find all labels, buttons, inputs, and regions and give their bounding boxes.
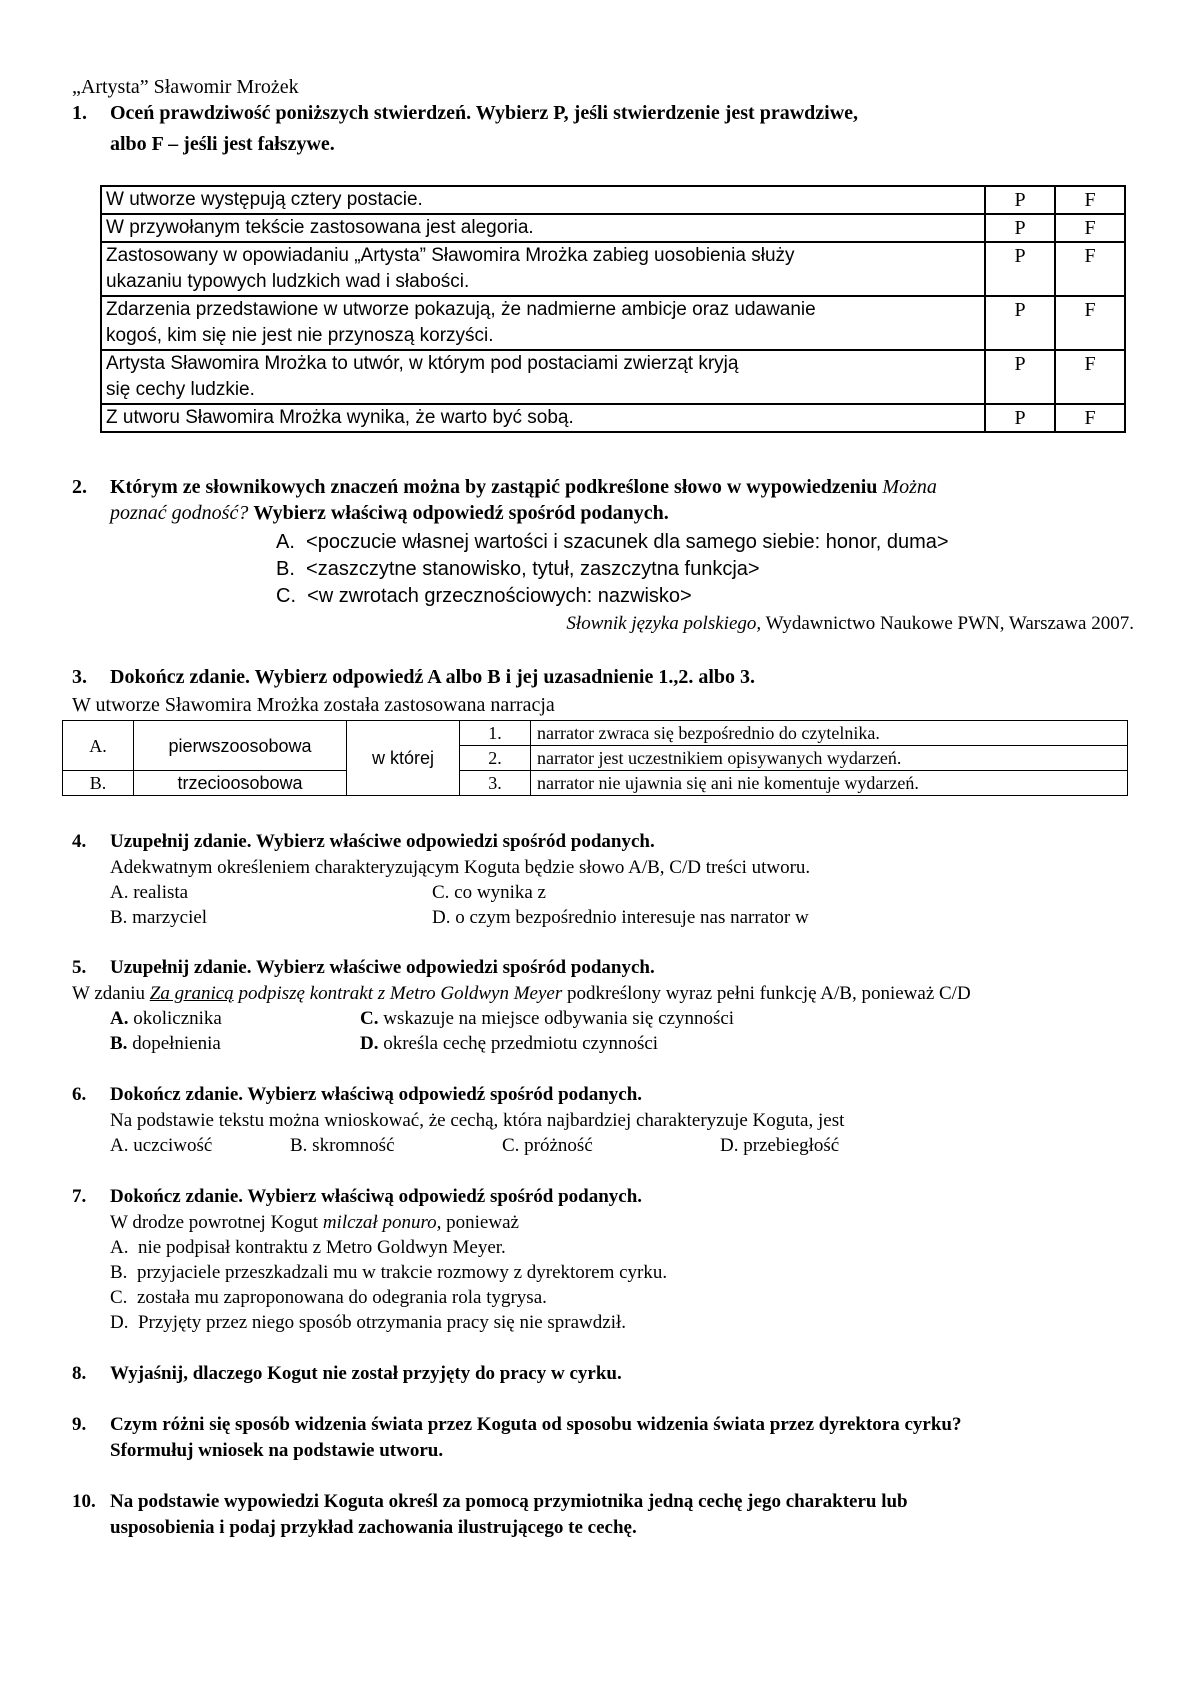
q2-instruction: Wybierz właściwą odpowiedź spośród podanych. bbox=[253, 502, 669, 524]
q3-sentence: W utworze Sławomira Mrożka została zastosowana narracja bbox=[72, 694, 555, 716]
option-label: A. bbox=[110, 1237, 129, 1258]
q3-middle: w której bbox=[347, 721, 460, 796]
option-p[interactable]: P bbox=[985, 404, 1055, 432]
statement-text: ukazaniu typowych ludzkich wad i słabości. bbox=[106, 271, 470, 292]
q7-option-b[interactable] bbox=[110, 1260, 667, 1285]
q5-instruction: Uzupełnij zdanie. Wybierz właściwe odpowiedzi spośród podanych. bbox=[110, 957, 655, 978]
q3-reason-text[interactable]: narrator zwraca się bezpośrednio do czytelnika. bbox=[531, 721, 1128, 746]
option-f[interactable]: F bbox=[1055, 296, 1125, 350]
q5-sentence-post: podkreślony wyraz pełni funkcję A/B, ponieważ C/D bbox=[567, 983, 971, 1004]
q7-option-a[interactable] bbox=[110, 1235, 506, 1260]
table-row bbox=[101, 404, 1125, 432]
q7-sentence-pre: W drodze powrotnej Kogut bbox=[110, 1212, 319, 1233]
q2-number: 2. bbox=[72, 476, 87, 498]
q2-source-rest: Wydawnictwo Naukowe PWN, Warszawa 2007. bbox=[765, 613, 1134, 634]
q2-quote-start: Można bbox=[882, 476, 937, 498]
q3-reason-num[interactable]: 1. bbox=[460, 721, 531, 746]
q6-option-c[interactable]: C. próżność bbox=[502, 1135, 593, 1156]
option-label: B. bbox=[110, 1033, 128, 1054]
q2-source bbox=[566, 611, 1134, 636]
q5-sentence-pre: W zdaniu bbox=[72, 983, 145, 1004]
option-text: nie podpisał kontraktu z Metro Goldwyn Meyer. bbox=[137, 1237, 506, 1258]
q7-option-c[interactable] bbox=[110, 1285, 547, 1310]
statement-text: W utworze występują cztery postacie. bbox=[106, 189, 423, 210]
q4-option-b[interactable]: B. marzyciel bbox=[110, 907, 208, 928]
q5-option-b[interactable] bbox=[110, 1031, 221, 1056]
table-row bbox=[63, 771, 1128, 796]
q3-reason-num[interactable]: 3. bbox=[460, 771, 531, 796]
q2-option-c[interactable] bbox=[276, 583, 692, 609]
q2-option-b[interactable] bbox=[276, 556, 760, 582]
q9-number: 9. bbox=[72, 1414, 87, 1435]
q6-instruction: Dokończ zdanie. Wybierz właściwą odpowiedź spośród podanych. bbox=[110, 1084, 643, 1105]
option-label: A. bbox=[276, 531, 295, 553]
q10-number: 10. bbox=[72, 1491, 96, 1512]
table-row bbox=[101, 242, 1125, 296]
q4-number: 4. bbox=[72, 831, 87, 852]
q5-option-d[interactable] bbox=[360, 1031, 658, 1056]
q4-option-d[interactable]: D. o czym bezpośrednio interesuje nas narrator w bbox=[432, 907, 809, 928]
q7-sentence-italic: milczał ponuro, bbox=[322, 1212, 442, 1233]
q5-sentence bbox=[72, 981, 971, 1006]
statement-text: Zdarzenia przedstawione w utworze pokazują, że nadmierne ambicje oraz udawanie bbox=[106, 299, 816, 320]
q6-sentence: Na podstawie tekstu można wnioskować, że cechą, która najbardziej charakteryzuje Koguta, jest bbox=[110, 1110, 845, 1131]
option-text: określa cechę przedmiotu czynności bbox=[383, 1033, 659, 1054]
q3-number: 3. bbox=[72, 666, 87, 688]
statement-cell bbox=[101, 186, 985, 214]
statement-text: Z utworu Sławomira Mrożka wynika, że warto być sobą. bbox=[106, 407, 574, 428]
q1-instruction-line2: albo F – jeśli jest fałszywe. bbox=[110, 133, 335, 155]
option-f[interactable]: F bbox=[1055, 214, 1125, 242]
statement-text: się cechy ludzkie. bbox=[106, 379, 255, 400]
option-text: Przyjęty przez niego sposób otrzymania pracy się nie sprawdził. bbox=[137, 1312, 627, 1333]
option-label: B. bbox=[110, 1262, 128, 1283]
statement-cell bbox=[101, 404, 985, 432]
option-label: C. bbox=[110, 1287, 128, 1308]
q3-reason-text[interactable]: narrator nie ujawnia się ani nie komentuje wydarzeń. bbox=[531, 771, 1128, 796]
option-f[interactable]: F bbox=[1055, 350, 1125, 404]
q10-question-line1: Na podstawie wypowiedzi Koguta określ za pomocą przymiotnika jedną cechę jego charakteru lub bbox=[110, 1491, 908, 1512]
table-row bbox=[101, 214, 1125, 242]
q5-option-a[interactable] bbox=[110, 1006, 222, 1031]
option-p[interactable]: P bbox=[985, 350, 1055, 404]
q6-option-b[interactable]: B. skromność bbox=[290, 1135, 395, 1156]
statement-cell bbox=[101, 296, 985, 350]
q3-a-text[interactable]: pierwszoosobowa bbox=[134, 721, 347, 771]
statement-cell bbox=[101, 214, 985, 242]
option-text: <w zwrotach grzecznościowych: nazwisko> bbox=[307, 585, 692, 607]
table-row bbox=[101, 350, 1125, 404]
q6-number: 6. bbox=[72, 1084, 87, 1105]
q5-underlined-word: Za granicą bbox=[149, 983, 234, 1004]
statement-text: Artysta Sławomira Mrożka to utwór, w którym pod postaciami zwierząt kryją bbox=[106, 353, 739, 374]
option-p[interactable]: P bbox=[985, 186, 1055, 214]
option-label: A. bbox=[110, 1008, 129, 1029]
q7-sentence-post: ponieważ bbox=[446, 1212, 519, 1233]
table-row bbox=[101, 186, 1125, 214]
q2-option-a[interactable] bbox=[276, 529, 949, 555]
q2-instruction-line1 bbox=[110, 474, 937, 500]
q3-a-label[interactable]: A. bbox=[63, 721, 134, 771]
statement-cell bbox=[101, 350, 985, 404]
q7-sentence bbox=[110, 1210, 519, 1235]
q10-question-line2: usposobienia i podaj przykład zachowania ilustrującego te cechę. bbox=[110, 1517, 637, 1538]
q5-option-c[interactable] bbox=[360, 1006, 734, 1031]
q4-option-c[interactable]: C. co wynika z bbox=[432, 882, 546, 903]
q3-b-label[interactable]: B. bbox=[63, 771, 134, 796]
q8-question: Wyjaśnij, dlaczego Kogut nie został przyjęty do pracy w cyrku. bbox=[110, 1363, 622, 1384]
table-row bbox=[63, 721, 1128, 746]
q7-instruction: Dokończ zdanie. Wybierz właściwą odpowiedź spośród podanych. bbox=[110, 1186, 643, 1207]
q8-number: 8. bbox=[72, 1363, 87, 1384]
option-p[interactable]: P bbox=[985, 242, 1055, 296]
option-p[interactable]: P bbox=[985, 214, 1055, 242]
q6-option-a[interactable]: A. uczciwość bbox=[110, 1135, 213, 1156]
q1-instruction-line1: Oceń prawdziwość poniższych stwierdzeń. Wybierz P, jeśli stwierdzenie jest prawdziwe, bbox=[110, 102, 859, 124]
table-row bbox=[101, 296, 1125, 350]
option-f[interactable]: F bbox=[1055, 242, 1125, 296]
option-label: C. bbox=[276, 585, 296, 607]
statement-cell bbox=[101, 242, 985, 296]
q5-number: 5. bbox=[72, 957, 87, 978]
q1-number: 1. bbox=[72, 102, 87, 124]
q3-b-text[interactable]: trzecioosobowa bbox=[134, 771, 347, 796]
statement-text: kogoś, kim się nie jest nie przynoszą korzyści. bbox=[106, 325, 494, 346]
q4-sentence: Adekwatnym określeniem charakteryzującym Koguta będzie słowo A/B, C/D treści utworu. bbox=[110, 857, 811, 878]
option-text: dopełnienia bbox=[132, 1033, 221, 1054]
q3-reason-text[interactable]: narrator jest uczestnikiem opisywanych wydarzeń. bbox=[531, 746, 1128, 771]
option-label: D. bbox=[110, 1312, 129, 1333]
option-text: <poczucie własnej wartości i szacunek dla samego siebie: honor, duma> bbox=[306, 531, 949, 553]
option-f[interactable]: F bbox=[1055, 404, 1125, 432]
q4-option-a[interactable]: A. realista bbox=[110, 882, 189, 903]
option-label: C. bbox=[360, 1008, 379, 1029]
option-p[interactable]: P bbox=[985, 296, 1055, 350]
q6-option-d[interactable]: D. przebiegłość bbox=[720, 1135, 840, 1156]
q3-reason-num[interactable]: 2. bbox=[460, 746, 531, 771]
q7-option-d[interactable] bbox=[110, 1310, 626, 1335]
q9-question-line2: Sformułuj wniosek na podstawie utworu. bbox=[110, 1440, 444, 1461]
statement-text: W przywołanym tekście zastosowana jest alegoria. bbox=[106, 217, 534, 238]
option-text: wskazuje na miejsce odbywania się czynności bbox=[383, 1008, 735, 1029]
q2-source-title: Słownik języka polskiego, bbox=[566, 613, 762, 634]
statement-text: Zastosowany w opowiadaniu „Artysta” Sławomira Mrożka zabieg uosobienia służy bbox=[106, 245, 795, 266]
option-label: D. bbox=[360, 1033, 379, 1054]
q1-table bbox=[100, 185, 1126, 433]
q3-table bbox=[62, 720, 1128, 796]
q3-instruction: Dokończ zdanie. Wybierz odpowiedź A albo B i jej uzasadnienie 1.,2. albo 3. bbox=[110, 666, 756, 688]
q2-quote-end: poznać godność? bbox=[110, 502, 249, 524]
option-label: B. bbox=[276, 558, 295, 580]
option-text: <zaszczytne stanowisko, tytuł, zaszczytna funkcja> bbox=[306, 558, 760, 580]
option-f[interactable]: F bbox=[1055, 186, 1125, 214]
q5-sentence-italic: podpiszę kontrakt z Metro Goldwyn Meyer bbox=[238, 983, 563, 1004]
option-text: została mu zaproponowana do odegrania rola tygrysa. bbox=[136, 1287, 547, 1308]
q4-instruction: Uzupełnij zdanie. Wybierz właściwe odpowiedzi spośród podanych. bbox=[110, 831, 655, 852]
q9-question-line1: Czym różni się sposób widzenia świata przez Koguta od sposobu widzenia świata przez dyrektora cyrku? bbox=[110, 1414, 962, 1435]
option-text: okolicznika bbox=[133, 1008, 222, 1029]
page-title: „Artysta” Sławomir Mrożek bbox=[72, 76, 299, 98]
q2-question-text: Którym ze słownikowych znaczeń można by zastąpić podkreślone słowo w wypowiedzeniu bbox=[110, 476, 878, 498]
option-text: przyjaciele przeszkadzali mu w trakcie rozmowy z dyrektorem cyrku. bbox=[136, 1262, 668, 1283]
q7-number: 7. bbox=[72, 1186, 87, 1207]
q2-instruction-line2 bbox=[110, 500, 669, 526]
